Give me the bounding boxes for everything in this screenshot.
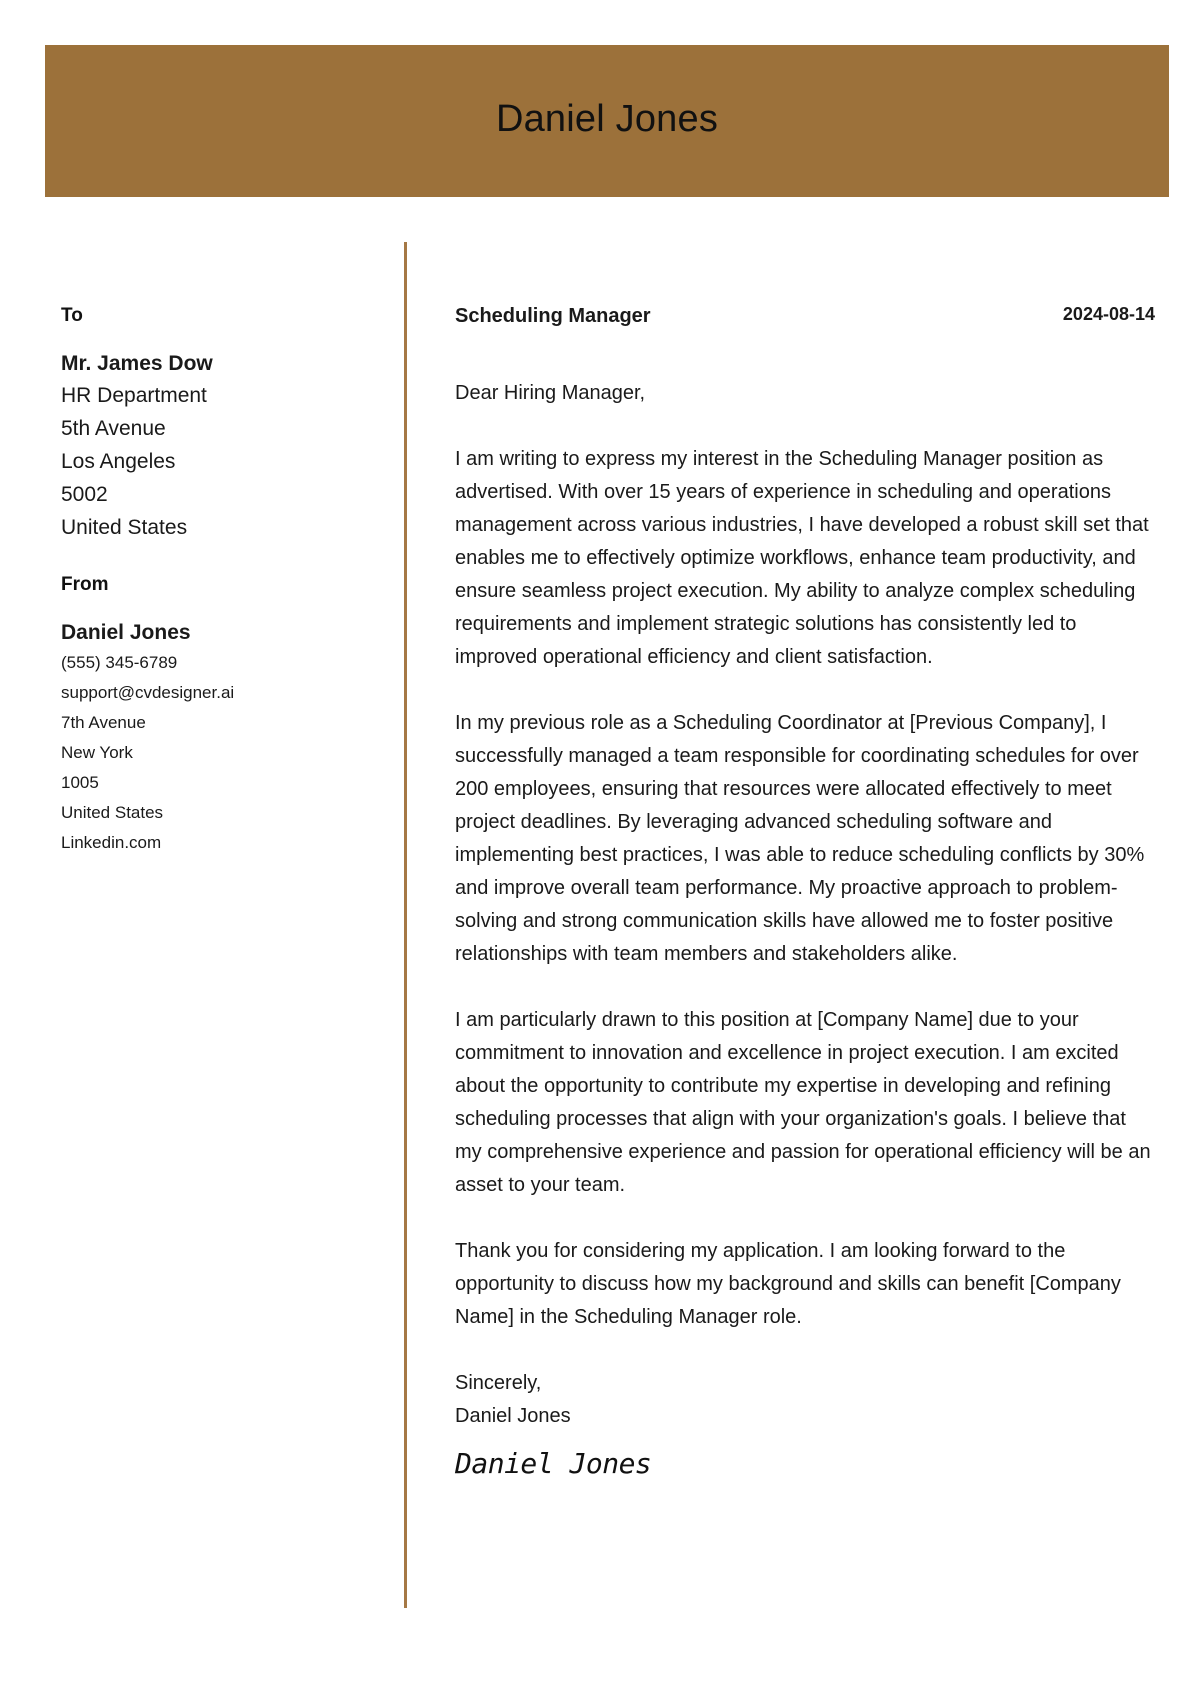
salutation: Dear Hiring Manager,: [455, 382, 646, 404]
job-title: Scheduling Manager: [455, 305, 651, 327]
letter-date: 2024-08-14: [1062, 304, 1155, 324]
sender-email: support@cvdesigner.ai: [61, 683, 235, 702]
paragraph-closing: Thank you for considering my application. I am looking forward to the opportunity to discuss how my background and skills can benefit [Company Name] in the Scheduling Manager role.: [455, 1240, 1121, 1328]
sender-label: From: [61, 574, 109, 595]
letter-body: [455, 305, 1155, 1480]
recipient-label: To: [61, 305, 83, 326]
sender-name: Daniel Jones: [61, 621, 191, 644]
closing-phrase: Sincerely,: [455, 1372, 542, 1394]
letter-heading-row: [455, 305, 1155, 328]
column-divider: [404, 242, 407, 1608]
sender-country: United States: [61, 803, 164, 822]
recipient-postcode: 5002: [61, 483, 108, 506]
sender-city: New York: [61, 743, 133, 762]
contact-column: [61, 305, 381, 858]
sender-phone: (555) 345-6789: [61, 653, 178, 672]
paragraph-experience: In my previous role as a Scheduling Coordinator at [Previous Company], I successfully managed a team responsible for coordinating schedules for over 200 employees, ensuring that resources were allocated effectively to meet project deadlines. By leveraging advanced scheduling software and implementing best practices, I was able to reduce scheduling conflicts by 30% and improve overall team performance. My proactive approach to problem-solving and strong communication skills have allowed me to foster positive relationships with team members and stakeholders alike.: [455, 712, 1145, 965]
paragraph-intro: I am writing to express my interest in the Scheduling Manager position as advertised. With over 15 years of experience in scheduling and operations management across various industries, I have developed a robust skill set that enables me to effectively optimize workflows, enhance team productivity, and ensure seamless project execution. My ability to analyze complex scheduling requirements and implement strategic solutions has consistently led to improved operational efficiency and client satisfaction.: [455, 448, 1149, 668]
closing-name: Daniel Jones: [455, 1405, 571, 1427]
recipient-country: United States: [61, 516, 188, 539]
sender-postcode: 1005: [61, 773, 99, 792]
recipient-name: Mr. James Dow: [61, 352, 213, 375]
header-banner: [45, 45, 1169, 197]
signature: Daniel Jones: [455, 1447, 652, 1480]
recipient-department: HR Department: [61, 384, 207, 407]
recipient-city: Los Angeles: [61, 450, 176, 473]
paragraph-motivation: I am particularly drawn to this position at [Company Name] due to your commitment to innovation and excellence in project execution. I am excited about the opportunity to contribute my expertise in developing and refining scheduling processes that align with your organization's goals. I believe that my comprehensive experience and passion for operational efficiency will be an asset to your team.: [455, 1009, 1151, 1196]
sender-linkedin: Linkedin.com: [61, 833, 162, 852]
sender-street: 7th Avenue: [61, 713, 146, 732]
recipient-street: 5th Avenue: [61, 417, 166, 440]
header-name: Daniel Jones: [495, 97, 719, 140]
